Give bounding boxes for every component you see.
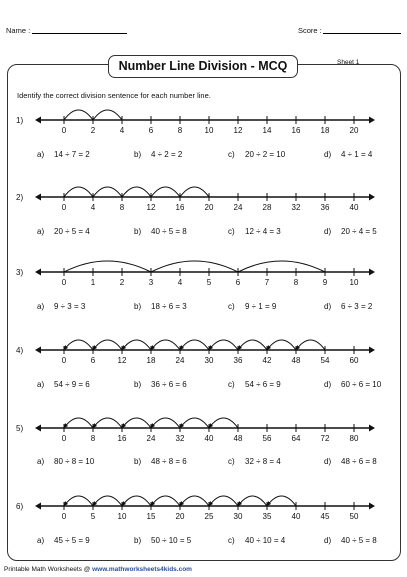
option-c[interactable]	[228, 536, 285, 545]
jump-arc	[93, 110, 122, 120]
tick-label: 40	[204, 434, 214, 443]
tick-label: 12	[146, 203, 156, 212]
footer	[4, 566, 192, 573]
tick-label: 24	[175, 356, 185, 365]
tick-label: 5	[206, 278, 212, 287]
option-text: 36 ÷ 6 = 6	[151, 380, 187, 389]
option-letter: c)	[228, 536, 235, 545]
tick-label: 72	[320, 434, 330, 443]
tick-label: 18	[146, 356, 156, 365]
tick-label: 0	[61, 126, 67, 135]
option-d[interactable]	[324, 150, 372, 159]
jump-arc	[122, 187, 151, 197]
axis-arrow-left	[35, 425, 41, 432]
option-a[interactable]	[37, 536, 90, 545]
axis-arrow-left	[35, 503, 41, 510]
jump-arc	[209, 418, 238, 428]
tick-label: 20	[349, 126, 359, 135]
question-number: 6)	[16, 502, 24, 511]
option-text: 18 ÷ 6 = 3	[151, 302, 187, 311]
option-letter: a)	[37, 380, 45, 389]
option-a[interactable]	[37, 457, 94, 466]
option-text: 20 ÷ 4 = 5	[341, 227, 377, 236]
option-text: 20 ÷ 5 = 4	[54, 227, 90, 236]
jump-arc	[238, 340, 267, 350]
jump-arc	[64, 418, 93, 428]
tick-label: 2	[119, 278, 125, 287]
jump-arc	[180, 418, 209, 428]
jump-arc	[64, 340, 93, 350]
jump-arc	[180, 187, 209, 197]
jump-arc	[180, 340, 209, 350]
score-field[interactable]	[323, 33, 401, 34]
tick-label: 9	[322, 278, 328, 287]
tick-label: 10	[204, 126, 214, 135]
tick-label: 28	[262, 203, 272, 212]
option-a[interactable]	[37, 380, 90, 389]
tick-label: 20	[175, 512, 185, 521]
question-number: 2)	[16, 193, 24, 202]
jump-arc	[93, 340, 122, 350]
option-text: 40 ÷ 10 = 4	[245, 536, 286, 545]
option-text: 80 ÷ 8 = 10	[54, 457, 95, 466]
axis-arrow-left	[35, 194, 41, 201]
jump-arc	[151, 261, 238, 272]
jump-arc	[238, 261, 325, 272]
option-b[interactable]	[134, 227, 187, 236]
jump-arc	[64, 496, 93, 506]
jump-arc	[151, 340, 180, 350]
option-b[interactable]	[134, 150, 182, 159]
option-letter: b)	[134, 227, 142, 236]
question-number: 4)	[16, 346, 24, 355]
tick-label: 6	[148, 126, 154, 135]
option-text: 32 ÷ 8 = 4	[245, 457, 281, 466]
tick-label: 36	[320, 203, 330, 212]
axis-arrow-left	[35, 269, 41, 276]
jump-arc	[122, 340, 151, 350]
jump-arc	[209, 340, 238, 350]
option-letter: b)	[134, 150, 142, 159]
option-letter: c)	[228, 457, 235, 466]
tick-label: 14	[262, 126, 272, 135]
tick-label: 80	[349, 434, 359, 443]
tick-label: 0	[61, 434, 67, 443]
jump-arc	[296, 340, 325, 350]
tick-label: 50	[349, 512, 359, 521]
tick-label: 12	[117, 356, 127, 365]
option-letter: a)	[37, 457, 45, 466]
axis-arrow-right	[369, 425, 375, 432]
option-text: 45 ÷ 5 = 9	[54, 536, 90, 545]
option-text: 54 ÷ 6 = 9	[245, 380, 281, 389]
option-c[interactable]	[228, 227, 281, 236]
option-c[interactable]	[228, 457, 281, 466]
option-b[interactable]	[134, 457, 187, 466]
score-label: Score :	[298, 26, 322, 35]
option-letter: b)	[134, 457, 142, 466]
tick-label: 4	[119, 126, 125, 135]
tick-label: 6	[90, 356, 96, 365]
axis-arrow-right	[369, 269, 375, 276]
jump-arc	[238, 496, 267, 506]
jump-arc	[151, 418, 180, 428]
tick-label: 7	[264, 278, 270, 287]
tick-label: 20	[204, 203, 214, 212]
option-text: 48 ÷ 8 = 6	[151, 457, 187, 466]
tick-label: 10	[117, 512, 127, 521]
jump-arc	[93, 418, 122, 428]
option-d[interactable]	[324, 536, 377, 545]
tick-label: 4	[90, 203, 96, 212]
tick-label: 8	[177, 126, 183, 135]
option-d[interactable]	[324, 227, 377, 236]
axis-arrow-right	[369, 503, 375, 510]
option-text: 50 ÷ 10 = 5	[151, 536, 192, 545]
axis-arrow-right	[369, 194, 375, 201]
number-line	[0, 96, 407, 140]
question-number: 3)	[16, 268, 24, 277]
tick-label: 8	[293, 278, 299, 287]
jump-arc	[180, 496, 209, 506]
option-text: 9 ÷ 3 = 3	[54, 302, 86, 311]
footer-prefix: Printable Math Worksheets @	[4, 566, 93, 573]
option-letter: a)	[37, 302, 45, 311]
tick-label: 48	[291, 356, 301, 365]
sheet-label: Sheet 1	[337, 59, 360, 66]
tick-label: 56	[262, 434, 272, 443]
tick-label: 54	[320, 356, 330, 365]
jump-arc	[122, 418, 151, 428]
option-letter: b)	[134, 536, 142, 545]
option-text: 4 ÷ 2 = 2	[151, 150, 183, 159]
option-b[interactable]	[134, 302, 187, 311]
option-text: 20 ÷ 2 = 10	[245, 150, 286, 159]
tick-label: 42	[262, 356, 272, 365]
tick-label: 30	[233, 512, 243, 521]
number-line	[0, 173, 407, 217]
question-number: 1)	[16, 116, 24, 125]
tick-label: 32	[291, 203, 301, 212]
tick-label: 40	[291, 512, 301, 521]
tick-label: 5	[90, 512, 96, 521]
tick-label: 0	[61, 512, 67, 521]
question-number: 5)	[16, 424, 24, 433]
jump-arc	[93, 496, 122, 506]
option-letter: b)	[134, 302, 142, 311]
tick-label: 36	[233, 356, 243, 365]
tick-label: 4	[177, 278, 183, 287]
tick-label: 0	[61, 203, 67, 212]
jump-arc	[151, 496, 180, 506]
name-field[interactable]	[32, 33, 127, 34]
instruction-text: Identify the correct division sentence for each number line.	[17, 91, 211, 100]
axis-arrow-left	[35, 117, 41, 124]
option-c[interactable]	[228, 302, 276, 311]
number-line	[0, 326, 407, 370]
number-line	[0, 404, 407, 448]
axis-arrow-right	[369, 117, 375, 124]
jump-arc	[267, 340, 296, 350]
option-letter: c)	[228, 227, 235, 236]
tick-label: 60	[349, 356, 359, 365]
option-letter: c)	[228, 150, 235, 159]
jump-arc	[64, 187, 93, 197]
option-letter: c)	[228, 380, 235, 389]
tick-label: 48	[233, 434, 243, 443]
jump-arc	[122, 496, 151, 506]
tick-label: 24	[233, 203, 243, 212]
tick-label: 30	[204, 356, 214, 365]
option-text: 48 ÷ 6 = 8	[341, 457, 377, 466]
tick-label: 2	[90, 126, 96, 135]
tick-label: 64	[291, 434, 301, 443]
option-letter: d)	[324, 302, 332, 311]
tick-label: 12	[233, 126, 243, 135]
option-d[interactable]	[324, 302, 372, 311]
option-a[interactable]	[37, 150, 90, 159]
tick-label: 16	[291, 126, 301, 135]
tick-label: 16	[117, 434, 127, 443]
option-c[interactable]	[228, 150, 285, 159]
option-text: 60 ÷ 6 = 10	[341, 380, 382, 389]
option-letter: d)	[324, 380, 332, 389]
option-text: 4 ÷ 1 = 4	[341, 150, 373, 159]
name-label: Name :	[6, 26, 31, 35]
option-text: 54 ÷ 9 = 6	[54, 380, 90, 389]
option-b[interactable]	[134, 536, 191, 545]
jump-arc	[64, 261, 151, 272]
tick-label: 0	[61, 278, 67, 287]
option-letter: b)	[134, 380, 142, 389]
option-letter: d)	[324, 457, 332, 466]
tick-label: 24	[146, 434, 156, 443]
jump-arc	[209, 496, 238, 506]
number-line	[0, 248, 407, 292]
jump-arc	[93, 187, 122, 197]
option-letter: a)	[37, 536, 45, 545]
option-a[interactable]	[37, 302, 85, 311]
option-b[interactable]	[134, 380, 187, 389]
jump-arc	[151, 187, 180, 197]
jump-arc	[267, 496, 296, 506]
option-letter: d)	[324, 536, 332, 545]
option-letter: a)	[37, 227, 45, 236]
number-line	[0, 482, 407, 526]
worksheet-title: Number Line Division - MCQ	[108, 55, 298, 78]
option-letter: d)	[324, 227, 332, 236]
tick-label: 40	[349, 203, 359, 212]
option-text: 9 ÷ 1 = 9	[245, 302, 277, 311]
tick-label: 25	[204, 512, 214, 521]
option-text: 40 ÷ 5 = 8	[341, 536, 377, 545]
tick-label: 45	[320, 512, 330, 521]
option-d[interactable]	[324, 380, 381, 389]
tick-label: 16	[175, 203, 185, 212]
tick-label: 15	[146, 512, 156, 521]
option-letter: a)	[37, 150, 45, 159]
tick-label: 6	[235, 278, 241, 287]
tick-label: 3	[148, 278, 154, 287]
axis-arrow-left	[35, 347, 41, 354]
option-text: 6 ÷ 3 = 2	[341, 302, 373, 311]
option-letter: d)	[324, 150, 332, 159]
option-letter: c)	[228, 302, 235, 311]
option-d[interactable]	[324, 457, 377, 466]
tick-label: 32	[175, 434, 185, 443]
tick-label: 10	[349, 278, 359, 287]
tick-label: 1	[90, 278, 96, 287]
tick-label: 18	[320, 126, 330, 135]
option-c[interactable]	[228, 380, 281, 389]
tick-label: 35	[262, 512, 272, 521]
option-text: 12 ÷ 4 = 3	[245, 227, 281, 236]
tick-label: 8	[90, 434, 96, 443]
option-a[interactable]	[37, 227, 90, 236]
jump-arc	[64, 110, 93, 120]
option-text: 40 ÷ 5 = 8	[151, 227, 187, 236]
footer-site-link[interactable]: www.mathworksheets4kids.com	[92, 566, 192, 573]
option-text: 14 ÷ 7 = 2	[54, 150, 90, 159]
tick-label: 0	[61, 356, 67, 365]
tick-label: 8	[119, 203, 125, 212]
axis-arrow-right	[369, 347, 375, 354]
